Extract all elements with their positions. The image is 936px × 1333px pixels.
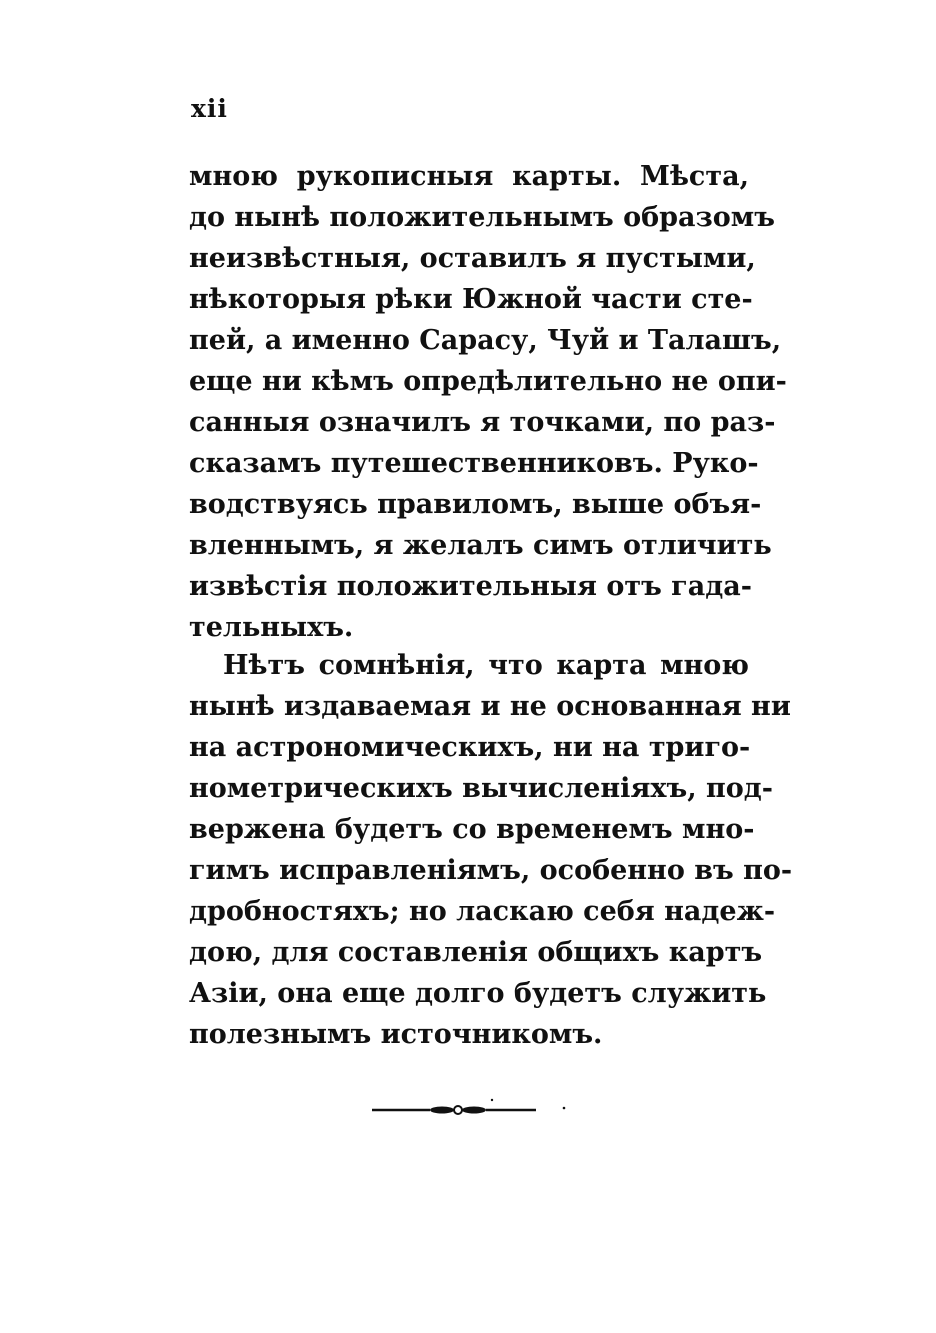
text-line: санныя означилъ я точками, по раз- — [189, 407, 776, 438]
text-line: водствуясь правиломъ, выше объя- — [189, 489, 762, 520]
text-line: нѣкоторыя рѣки Южной части сте- — [189, 284, 753, 315]
text-line: гимъ исправленіямъ, особенно въ по- — [189, 855, 793, 886]
text-line: Азіи, она еще долго будетъ служить — [189, 978, 767, 1009]
text-line: пей, а именно Сарасу, Чуй и Талашъ, — [189, 325, 782, 356]
paragraph-1 — [189, 156, 787, 648]
text-line: дробностяхъ; но ласкаю себя надеж- — [189, 896, 776, 927]
text-line: нометрическихъ вычисленіяхъ, под- — [189, 773, 773, 804]
page-number: xii — [191, 94, 228, 123]
text-line: до нынѣ положительнымъ образомъ — [189, 202, 775, 233]
text-line: еще ни кѣмъ опредѣлительно не опи- — [189, 366, 787, 397]
text-line: вленнымъ, я желалъ симъ отличить — [189, 530, 772, 561]
text-line: мною рукописныя карты. Мѣста, — [189, 161, 749, 192]
text-line: неизвѣстныя, оставилъ я пустыми, — [189, 243, 756, 274]
text-line: сказамъ путешественниковъ. Руко- — [189, 448, 759, 479]
text-line: извѣстія положительныя отъ гада- — [189, 571, 752, 602]
text-line: дою, для составленія общихъ картъ — [189, 937, 763, 968]
paragraph-2 — [189, 645, 793, 1055]
text-line: тельныхъ. — [189, 612, 354, 643]
text-line: на астрономическихъ, ни на триго- — [189, 732, 751, 763]
text-line: вержена будетъ со временемъ мно- — [189, 814, 755, 845]
text-line: полезнымъ источникомъ. — [189, 1019, 603, 1050]
tailpiece-ornament-icon — [370, 1096, 570, 1124]
text-line: нынѣ издаваемая и не основанная ни — [189, 691, 791, 722]
text-line: Нѣтъ сомнѣнія, что карта мною — [223, 650, 749, 681]
